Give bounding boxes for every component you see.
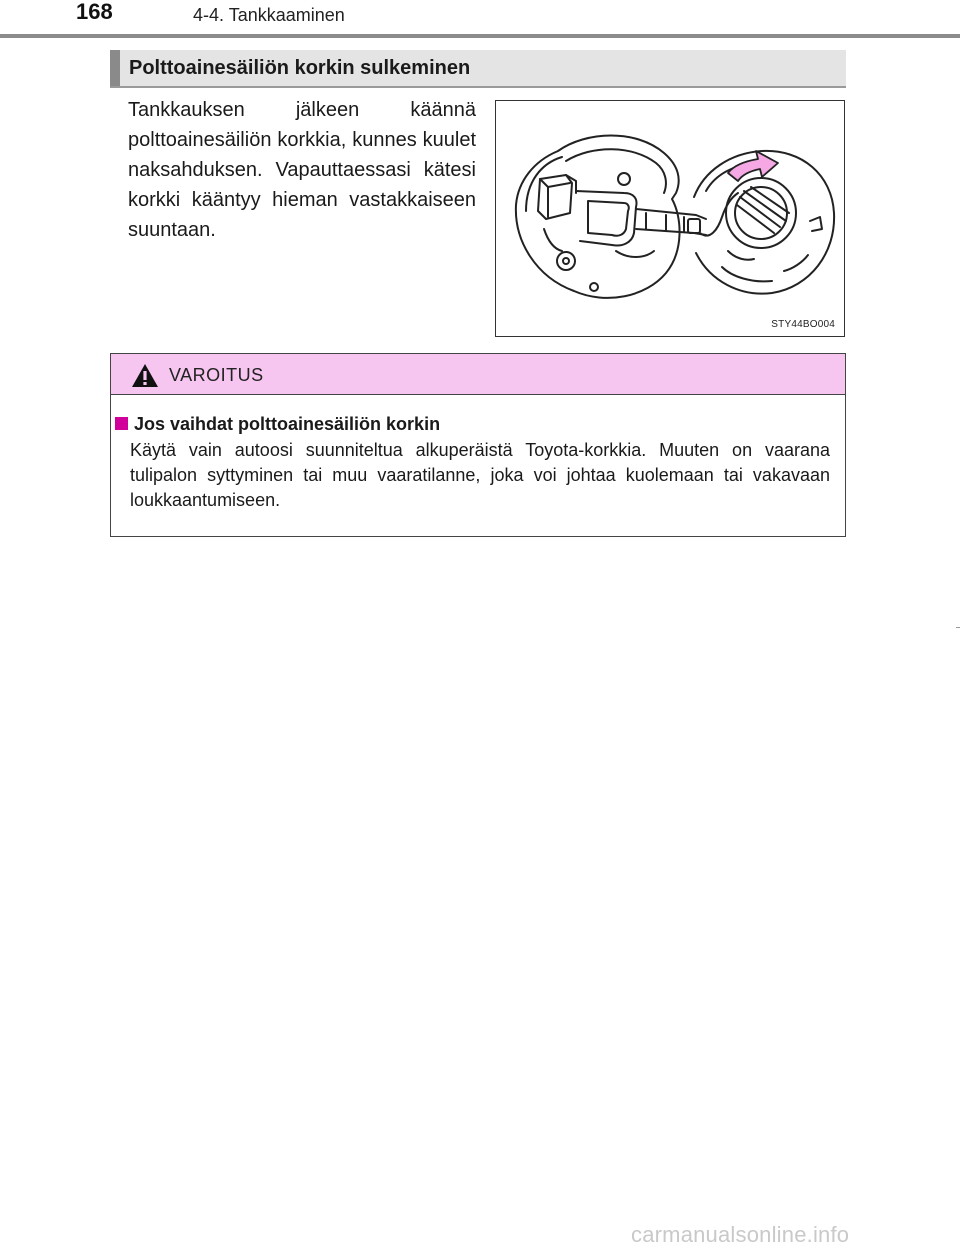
warning-header [111, 354, 845, 395]
warning-label: VAROITUS [169, 365, 264, 385]
page-number: 168 [76, 0, 113, 24]
figure-code: STY44BO004 [771, 319, 835, 330]
section-heading: Polttoainesäiliön korkin sulkeminen [129, 57, 471, 79]
bullet-square-icon [115, 417, 128, 430]
watermark: carmanualsonline.info [631, 1222, 850, 1247]
section-heading-bar [110, 50, 846, 88]
heading-accent [110, 50, 120, 86]
fuel-door-drawing [496, 101, 843, 335]
fuel-cap-illustration [495, 100, 845, 337]
warning-triangle-icon [131, 363, 159, 388]
header-rule [0, 34, 960, 38]
margin-mark [956, 627, 960, 628]
section-title: 4-4. Tankkaaminen [193, 5, 345, 25]
instruction-text: Tankkauksen jälkeen käännä polttoainesäiliön korkkia, kunnes kuulet naksahduksen. Vapauttaessasi kätesi korkki kääntyy hieman vastakkaiseen suuntaan. [128, 99, 476, 241]
warning-text: Käytä vain autoosi suunniteltua alkuperäistä Toyota-korkkia. Muuten on vaarana tulipalon syttyminen tai muu vaaratilanne, joka voi johtaa kuolemaan tai vakavaan loukkaantumiseen. [130, 440, 830, 510]
rotation-arrow [728, 151, 778, 181]
warning-subheading [115, 414, 440, 435]
warning-box [110, 353, 846, 537]
warning-subheading-text: Jos vaihdat polttoainesäiliön korkin [134, 414, 441, 434]
